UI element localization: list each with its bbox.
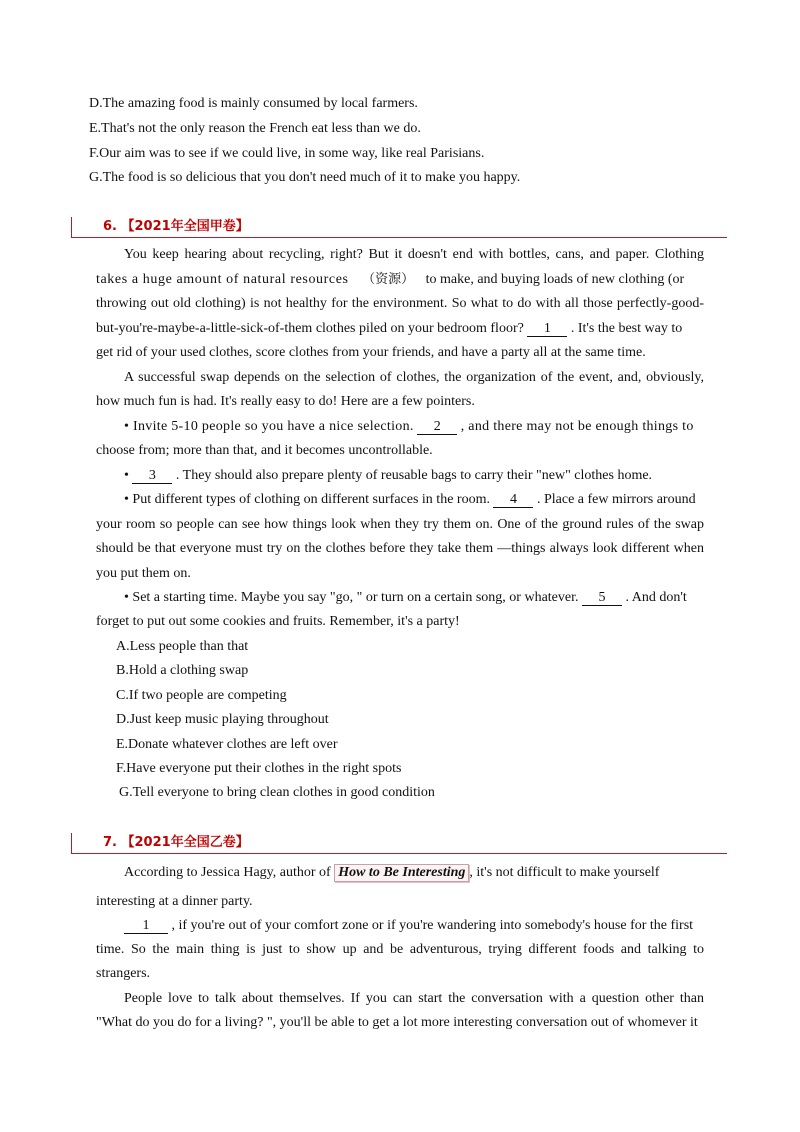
prev-option-d: D.The amazing food is mainly consumed by local farmers. xyxy=(89,96,418,111)
s6-p1-line2a: takes a huge amount of natural resources xyxy=(96,272,349,287)
s6-bullet3-line2: your room so people can see how things look when they try them on. One of the ground rules of the swap xyxy=(96,517,704,532)
s6-bullet4-line1 xyxy=(124,589,687,607)
section-7-header-rule xyxy=(71,853,727,854)
s6-p1-line4b: . It's the best way to xyxy=(570,321,683,336)
s7-p2-line1 xyxy=(124,917,693,935)
blank-3: 3 xyxy=(132,469,172,484)
section-7-header-bar xyxy=(71,833,72,854)
s7-p1-line1 xyxy=(124,864,659,882)
s6-option-f: F.Have everyone put their clothes in the right spots xyxy=(116,761,402,776)
s6-bullet3-a: • Put different types of clothing on different surfaces in the room. xyxy=(124,492,490,507)
blank-2: 2 xyxy=(417,420,457,435)
section-6-number: 6. xyxy=(103,219,117,234)
s6-option-g: G.Tell everyone to bring clean clothes in good condition xyxy=(119,785,435,800)
s6-bullet1-line1 xyxy=(124,418,694,436)
s6-bullet1-b: , and there may not be enough things to xyxy=(460,419,694,434)
s6-p1-line4 xyxy=(96,320,682,338)
section-6-title xyxy=(103,218,249,236)
s6-bullet3-line1 xyxy=(124,491,696,509)
s6-bullet2-b: . They should also prepare plenty of reusable bags to carry their "new" clothes home. xyxy=(175,468,653,483)
s6-bullet2-line1 xyxy=(124,467,652,485)
s6-bullet4-b: . And don't xyxy=(625,590,687,605)
s7-p3-line2: "What do you do for a living? ", you'll be able to get a lot more interesting conversation out of whomever it xyxy=(96,1015,698,1030)
s6-p2-line2: how much fun is had. It's really easy to do! Here are a few pointers. xyxy=(96,394,475,409)
s7-blank-1: 1 xyxy=(124,919,168,934)
s7-p2-line2: time. So the main thing is just to show up and be adventurous, trying different foods and talking to xyxy=(96,942,704,957)
s6-bullet2-a: • xyxy=(124,468,129,483)
s6-option-d: D.Just keep music playing throughout xyxy=(116,712,329,727)
s6-p1-line3: throwing out old clothing) is not healthy for the environment. So what to do with all those perfectly-good- xyxy=(96,296,704,311)
blank-1: 1 xyxy=(527,322,567,337)
s6-p1-chinese-gloss: （资源） xyxy=(362,272,415,287)
book-title-highlight: How to Be Interesting xyxy=(334,864,469,882)
s7-p2-line3: strangers. xyxy=(96,966,151,981)
prev-option-e: E.That's not the only reason the French eat less than we do. xyxy=(89,121,421,136)
section-7-heading: 【2021年全国乙卷】 xyxy=(121,835,249,850)
s6-p1-line1: You keep hearing about recycling, right? But it doesn't end with bottles, cans, and paper. Clothing xyxy=(124,247,704,262)
blank-4: 4 xyxy=(493,493,533,508)
s6-bullet1-line2: choose from; more than that, and it becomes uncontrollable. xyxy=(96,443,433,458)
s6-p1-line4a: but-you're-maybe-a-little-sick-of-them clothes piled on your bedroom floor? xyxy=(96,321,524,336)
s7-p3-line1: People love to talk about themselves. If you can start the conversation with a question other than xyxy=(124,991,704,1006)
s7-p1-b: , it's not difficult to make yourself xyxy=(469,865,660,880)
s6-bullet3-line4: you put them on. xyxy=(96,566,191,581)
s7-p2-a: , if you're out of your comfort zone or if you're wandering into somebody's house for the first xyxy=(171,918,694,933)
blank-5: 5 xyxy=(582,591,622,606)
section-6-heading: 【2021年全国甲卷】 xyxy=(121,219,249,234)
s6-bullet4-a: • Set a starting time. Maybe you say "go, " or turn on a certain song, or whatever. xyxy=(124,590,579,605)
s6-bullet3-line3: should be that everyone must try on the clothes before they take them —things always look different when xyxy=(96,541,704,556)
s6-option-a: A.Less people than that xyxy=(116,639,249,654)
s6-bullet4-line2: forget to put out some cookies and fruits. Remember, it's a party! xyxy=(96,614,460,629)
section-7-number: 7. xyxy=(103,835,117,850)
s6-option-e: E.Donate whatever clothes are left over xyxy=(116,737,338,752)
s6-bullet3-b: . Place a few mirrors around xyxy=(536,492,696,507)
section-6-header-rule xyxy=(71,237,727,238)
s6-p1-line2 xyxy=(96,271,704,289)
s7-p1-line2: interesting at a dinner party. xyxy=(96,894,253,909)
section-7-title xyxy=(103,834,249,852)
s6-option-c: C.If two people are competing xyxy=(116,688,287,703)
s6-p1-line5: get rid of your used clothes, score clothes from your friends, and have a party all at the same time. xyxy=(96,345,646,360)
s6-bullet1-a: • Invite 5-10 people so you have a nice selection. xyxy=(124,419,414,434)
s6-option-b: B.Hold a clothing swap xyxy=(116,663,249,678)
s6-p2-line1: A successful swap depends on the selection of clothes, the organization of the event, and, obviously, xyxy=(124,370,704,385)
prev-option-f: F.Our aim was to see if we could live, in some way, like real Parisians. xyxy=(89,146,485,161)
section-6-header-bar xyxy=(71,217,72,238)
s7-p1-a: According to Jessica Hagy, author of xyxy=(124,865,331,880)
s6-p1-line2b: to make, and buying loads of new clothing (or xyxy=(425,272,685,287)
prev-option-g: G.The food is so delicious that you don't need much of it to make you happy. xyxy=(89,170,521,185)
